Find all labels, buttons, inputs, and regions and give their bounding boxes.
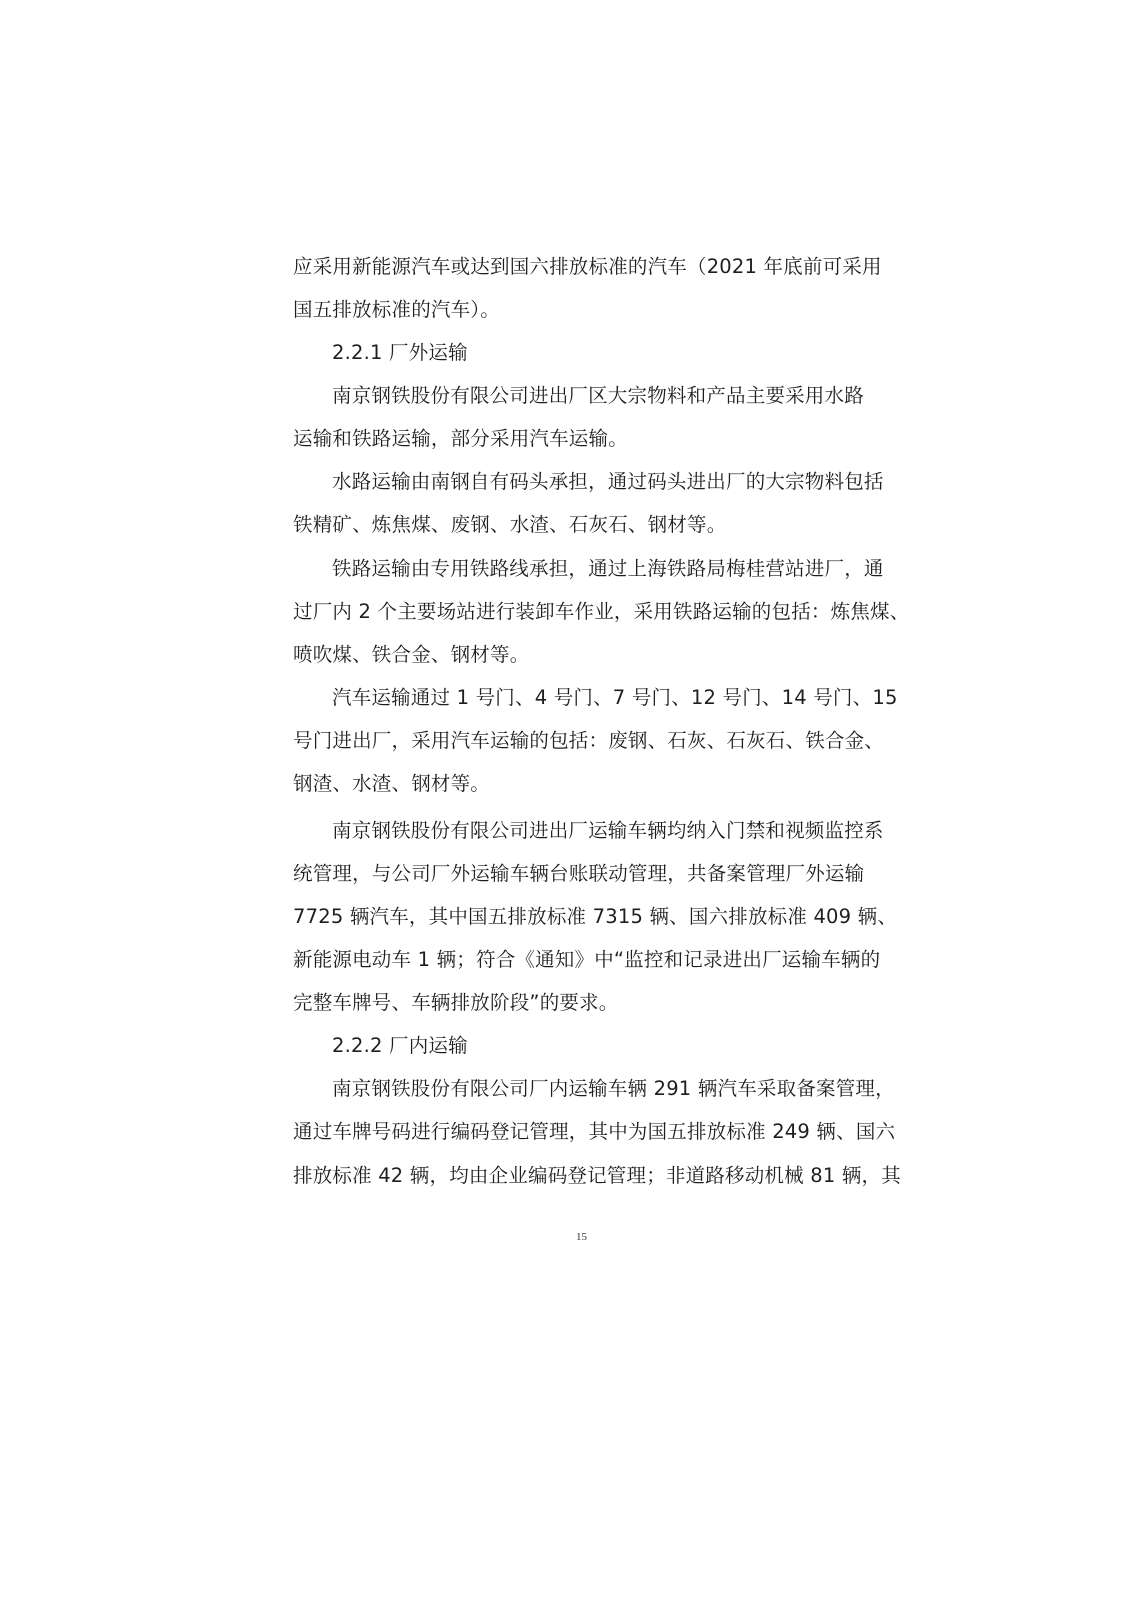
paragraph-line: 统管理，与公司厂外运输车辆台账联动管理，共备案管理厂外运输 xyxy=(293,862,865,885)
paragraph-line: 排放标准 42 辆，均由企业编码登记管理；非道路移动机械 81 辆，其 xyxy=(293,1164,901,1187)
paragraph-line: 国五排放标准的汽车）。 xyxy=(293,298,500,321)
section-heading-2-2-2: 2.2.2 厂内运输 xyxy=(332,1034,468,1057)
paragraph-line: 南京钢铁股份有限公司进出厂区大宗物料和产品主要采用水路 xyxy=(332,384,864,407)
paragraph-line: 过厂内 2 个主要场站进行装卸车作业，采用铁路运输的包括：炼焦煤、 xyxy=(293,600,910,623)
paragraph-line: 通过车牌号码进行编码登记管理，其中为国五排放标准 249 辆、国六 xyxy=(293,1120,896,1143)
section-heading-2-2-1: 2.2.1 厂外运输 xyxy=(332,341,468,364)
paragraph-line: 南京钢铁股份有限公司进出厂运输车辆均纳入门禁和视频监控系 xyxy=(332,819,884,842)
page-number: 15 xyxy=(576,1231,587,1243)
paragraph-line: 7725 辆汽车，其中国五排放标准 7315 辆、国六排放标准 409 辆、 xyxy=(293,905,898,928)
paragraph-line: 运输和铁路运输，部分采用汽车运输。 xyxy=(293,427,628,450)
paragraph-line: 完整车牌号、车辆排放阶段”的要求。 xyxy=(293,991,619,1014)
paragraph-line: 新能源电动车 1 辆；符合《通知》中“监控和记录进出厂运输车辆的 xyxy=(293,948,881,971)
paragraph-line: 号门进出厂，采用汽车运输的包括：废钢、石灰、石灰石、铁合金、 xyxy=(293,729,885,752)
paragraph-line: 水路运输由南钢自有码头承担，通过码头进出厂的大宗物料包括 xyxy=(332,470,884,493)
paragraph-line: 应采用新能源汽车或达到国六排放标准的汽车（2021 年底前可采用 xyxy=(293,255,882,278)
paragraph-line: 汽车运输通过 1 号门、4 号门、7 号门、12 号门、14 号门、15 xyxy=(332,686,898,709)
paragraph-line: 喷吹煤、铁合金、钢材等。 xyxy=(293,643,530,666)
paragraph-line: 铁路运输由专用铁路线承担，通过上海铁路局梅桂营站进厂，通 xyxy=(332,557,884,580)
paragraph-line: 铁精矿、炼焦煤、废钢、水渣、石灰石、钢材等。 xyxy=(293,513,727,536)
paragraph-line: 南京钢铁股份有限公司厂内运输车辆 291 辆汽车采取备案管理， xyxy=(332,1077,895,1100)
paragraph-line: 钢渣、水渣、钢材等。 xyxy=(293,772,491,795)
